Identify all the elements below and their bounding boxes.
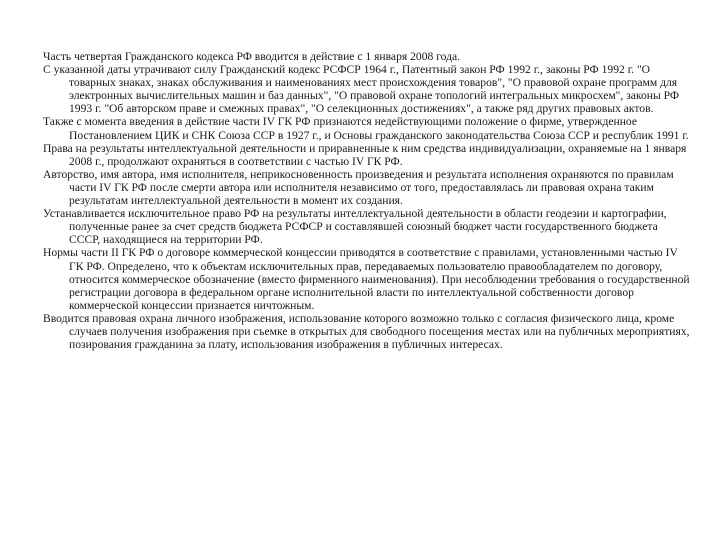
- document-body: [43, 50, 691, 351]
- paragraph-invalid-provisions: Также с момента введения в действие части IV ГК РФ признаются недействующими положение о фирме, утвержденное Постановлением ЦИК и СНК Союза ССР в 1927 г., и Основы гражданского законодательства Союза ССР и республик 1991 г.: [43, 115, 689, 142]
- paragraph-concession: Нормы части II ГК РФ о договоре коммерческой концессии приводятся в соответствие с правилами, установленными частью IV ГК РФ. Определено, что к объектам исключительных прав, передаваемых пользователю правообладателем по договору, относится коммерческое обозначение (вместо фирменного наименования). При несоблюдении требования о государственной регистрации договора в федеральном органе исполнительной власти по интеллектуальной собственности договор коммерческой концессии признается ничтожным.: [43, 246, 690, 312]
- paragraph-personal-image: Вводится правовая охрана личного изображения, использование которого возможно только с согласия физического лица, кроме случаев получения изображения при съемке в открытых для свободного посещения местах или на публичных мероприятиях, позирования гражданина за плату, использования изображения в публичных интересах.: [43, 311, 690, 352]
- paragraph-geodesy-rights: Устанавливается исключительное право РФ на результаты интеллектуальной деятельности в области геодезии и картографии, полученные ранее за счет средств бюджета РСФСР и составлявшей союзный бюджет части государственного бюджета СССР, находящиеся на территории РФ.: [43, 207, 667, 247]
- paragraph-effective-date: Часть четвертая Гражданского кодекса РФ вводится в действие с 1 января 2008 года.: [43, 50, 461, 63]
- paragraph-authorship: Авторство, имя автора, имя исполнителя, неприкосновенность произведения и результата исполнения охраняются по правилам части IV ГК РФ после смерти автора или исполнителя независимо от того, предоставлялась ли правовая охрана таким результатам интеллектуальной деятельности в момент их создания.: [43, 167, 674, 208]
- paragraph-rights-protection: Права на результаты интеллектуальной деятельности и приравненные к ним средства индивидуализации, охраняемые на 1 января 2008 г., продолжают охраняться в соответствии с частью IV ГК РФ.: [43, 141, 687, 168]
- paragraph-repealed-acts: С указанной даты утрачивают силу Гражданский кодекс РСФСР 1964 г., Патентный закон РФ 1992 г., законы РФ 1992 г. "О товарных знаках, знаках обслуживания и наименованиях мест происхождения товаров", "О правовой охране программ для электронных вычислительных машин и баз данных", "О правовой охране топологий интегральных микросхем", законы РФ 1993 г. "Об авторском праве и смежных правах", "О селекционных достижениях", а также ряд других правовых актов.: [43, 63, 680, 116]
